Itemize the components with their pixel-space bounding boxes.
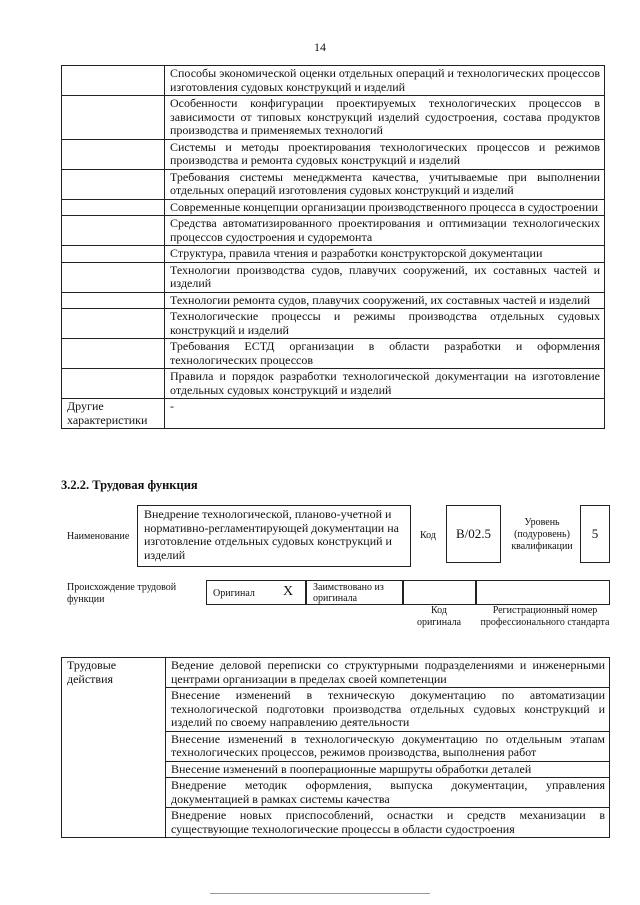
table-row bbox=[62, 309, 605, 339]
code-origin-label: Код оригинала bbox=[416, 605, 462, 628]
knowledge-item: Средства автоматизированного проектирования и оптимизации технологических процессов судостроения и судоремонта bbox=[165, 216, 605, 246]
knowledge-item: Способы экономической оценки отдельных операций и технологических процессов изготовления судовых конструкций и изделий bbox=[165, 66, 605, 96]
table-row bbox=[62, 339, 605, 369]
knowledge-item: Правила и порядок разработки технологической документации на изготовление отдельных судовых конструкций и изделий bbox=[165, 369, 605, 399]
actions-table bbox=[61, 657, 610, 838]
action-item: Внедрение методик оформления, выпуска документации, управления документацией в рамках системы качества bbox=[166, 778, 610, 808]
level-value-box: 5 bbox=[580, 505, 610, 563]
action-item: Внесение изменений в пооперационные маршруты обработки деталей bbox=[166, 761, 610, 778]
borrowed-label: Заимствовано из оригинала bbox=[306, 580, 403, 605]
knowledge-item: Особенности конфигурации проектируемых технологических процессов в зависимости от типовых конструкций изделий судостроения, состава продуктов производства и применяемых технологий bbox=[165, 96, 605, 140]
function-name-box: Внедрение технологической, планово-учетной и нормативно-регламентирующей документации на изготовление отдельных судовых конструкций и изделий bbox=[137, 505, 411, 567]
other-characteristics-label: Другие характеристики bbox=[62, 399, 165, 429]
table-row bbox=[62, 399, 605, 429]
knowledge-item: Требования ЕСТД организации в области разработки и оформления технологических процессов bbox=[165, 339, 605, 369]
action-item: Внедрение новых приспособлений, оснастки и средств механизации в существующие технологические процессы в области судостроения bbox=[166, 808, 610, 838]
other-characteristics-value: - bbox=[165, 399, 605, 429]
table-row bbox=[62, 658, 610, 688]
knowledge-item: Технологии ремонта судов, плавучих сооружений, их составных частей и изделий bbox=[165, 292, 605, 309]
action-item: Ведение деловой переписки со структурными подразделениями и инженерными центрами организации в пределах своей компетенции bbox=[166, 658, 610, 688]
table-row bbox=[62, 292, 605, 309]
origin-label: Происхождение трудовой функции bbox=[67, 582, 177, 605]
knowledge-item: Современные концепции организации производственного процесса в судостроении bbox=[165, 199, 605, 216]
actions-label: Трудовые действия bbox=[62, 658, 166, 838]
table-row bbox=[62, 169, 605, 199]
table-row bbox=[62, 262, 605, 292]
table-row bbox=[62, 216, 605, 246]
reg-number-label: Регистрационный номер профессионального стандарта bbox=[480, 605, 610, 628]
section-heading: 3.2.2. Трудовая функция bbox=[61, 478, 198, 492]
knowledge-item: Структура, правила чтения и разработки конструкторской документации bbox=[165, 246, 605, 263]
knowledge-item: Системы и методы проектирования технологических процессов и режимов производства и ремонта судовых конструкций и изделий bbox=[165, 139, 605, 169]
code-origin-box bbox=[403, 580, 476, 605]
action-item: Внесение изменений в техническую документацию по автоматизации технологической подготовки производства отдельных судовых конструкций и изделий по своему направлению деятельности bbox=[166, 688, 610, 732]
action-item: Внесение изменений в технологическую документацию по отдельным этапам технологических процессов, режимов производства, выполнения работ bbox=[166, 731, 610, 761]
knowledge-item: Технологии производства судов, плавучих сооружений, их составных частей и изделий bbox=[165, 262, 605, 292]
level-label: Уровень (подуровень) квалификации bbox=[511, 517, 573, 552]
original-label: Оригинал bbox=[213, 588, 255, 599]
table-row bbox=[62, 96, 605, 140]
knowledge-item: Требования системы менеджмента качества, учитываемые при выполнении отдельных операций изготовления судовых конструкций и изделий bbox=[165, 169, 605, 199]
table-row bbox=[62, 369, 605, 399]
footer-divider bbox=[210, 893, 430, 894]
table-row bbox=[62, 66, 605, 96]
function-code-box: В/02.5 bbox=[446, 505, 501, 563]
reg-number-box bbox=[476, 580, 610, 605]
table-row bbox=[62, 139, 605, 169]
table-row bbox=[62, 199, 605, 216]
name-label: Наименование bbox=[67, 531, 130, 542]
page-number: 14 bbox=[314, 40, 326, 54]
knowledge-table bbox=[61, 65, 605, 429]
knowledge-item: Технологические процессы и режимы производства отдельных судовых конструкций и изделий bbox=[165, 309, 605, 339]
table-row bbox=[62, 246, 605, 263]
code-label: Код bbox=[420, 530, 436, 541]
original-mark: X bbox=[283, 584, 294, 599]
